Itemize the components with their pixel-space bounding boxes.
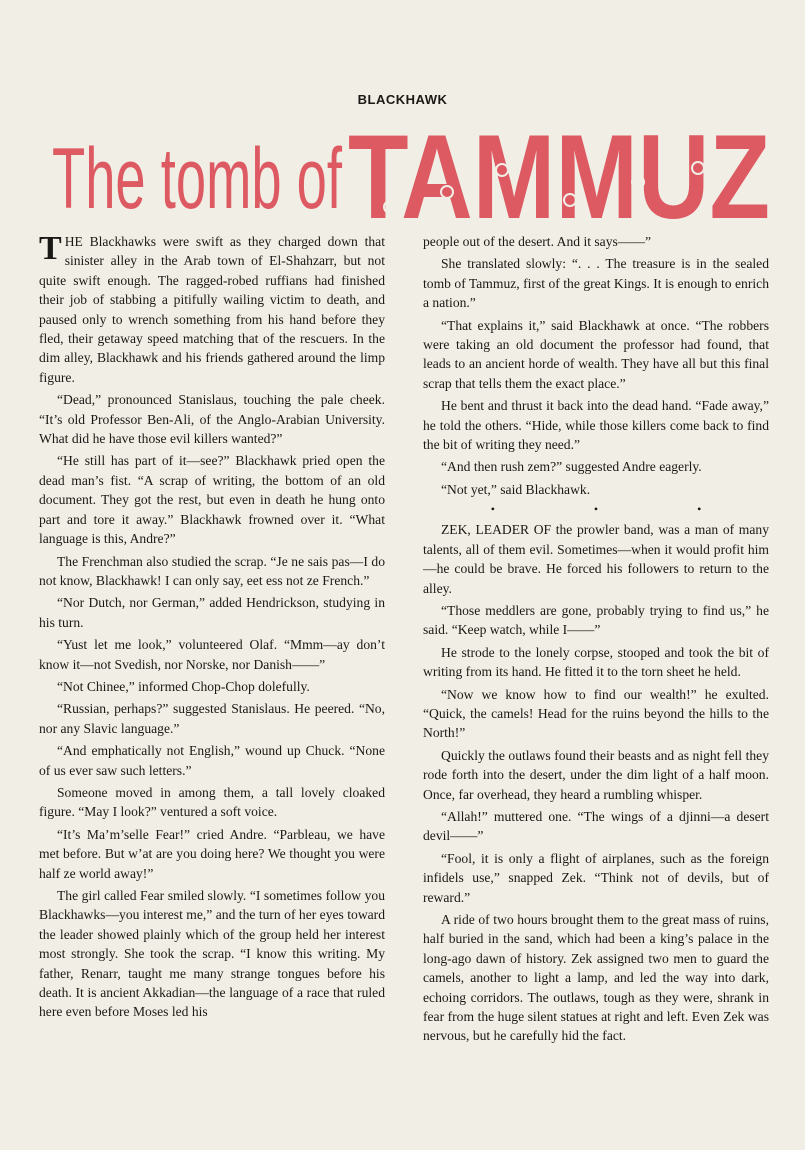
- series-kicker: BLACKHAWK: [357, 92, 448, 107]
- paragraph: “And emphatically not English,” wound up Chuck. “None of us ever saw such letters.”: [39, 743, 385, 778]
- paragraph: “He still has part of it—see?” Blackhawk pried open the dead man’s fist. “A scrap of writing, the bottom of an old document. They got the rest, but even in death he hung onto part and tore it away.” Blackhawk frowned over it. “What language is this, Andre?”: [39, 453, 385, 547]
- paragraph: “It’s Ma’m’selle Fear!” cried Andre. “Parbleau, we have met before. But w’at are you doing here? We thought you were half ze world away!”: [39, 826, 385, 881]
- paragraph: THE Blackhawks were swift as they charged down that sinister alley in the Arab town of El-Shahzarr, but not quite swift enough. The ragged-robed ruffians had finished their job of stabbing a pitifully wailing victim to death, and paused only to wrench something from his hand before they fled, their getaway speed matching that of the rescuers. In the dim alley, Blackhawk and his friends gathered around the limp figure.: [39, 230, 385, 385]
- paragraph: “Now we know how to find our wealth!” he exulted. “Quick, the camels! Head for the ruins beyond the hills to the North!”: [423, 686, 769, 741]
- paragraph: “And then rush zem?” suggested Andre eagerly.: [441, 459, 702, 475]
- paragraph: She translated slowly: “. . . The treasure is in the sealed tomb of Tammuz, first of the great Kings. It is enough to enrich a nation.”: [423, 256, 769, 311]
- column-right: [423, 232, 769, 1049]
- paragraph: The girl called Fear smiled slowly. “I sometimes follow you Blackhawks—you interest me,” and the turn of her eyes toward the leader showed plainly which of the group held her interest most strongly. She took the scrap. “I know this writing. My father, Renarr, taught me many strange tongues before his death. It is ancient Akkadian—the language of a race that ruled here even before Moses led his: [39, 888, 385, 1020]
- paragraph: “Allah!” muttered one. “The wings of a djinni—a desert devil——”: [423, 808, 769, 844]
- paragraph: “Not Chinee,” informed Chop-Chop dolefully.: [57, 678, 310, 694]
- drop-cap: T: [39, 230, 62, 267]
- paragraph: He bent and thrust it back into the dead hand. “Fade away,” he told the others. “Hide, while those killers come back to find the bit of writing they need.”: [423, 398, 769, 453]
- title-block-part: TAMMUZ: [348, 112, 770, 230]
- column-left: [39, 232, 385, 1025]
- section-separator: • • •: [490, 502, 750, 517]
- paragraph: ZEK, LEADER OF the prowler band, was a man of many talents, all of them evil. Sometimes—when it would profit him—he could be brave. He forced his followers to return to the alley.: [423, 522, 769, 596]
- paragraph: “Dead,” pronounced Stanislaus, touching the pale cheek. “It’s old Professor Ben-Ali, of the Anglo-Arabian University. What did he have those evil killers wanted?”: [39, 392, 385, 447]
- paragraph: “Russian, perhaps?” suggested Stanislaus. He peered. “No, nor any Slavic language.”: [39, 701, 385, 736]
- title-script-part: The tomb of: [52, 131, 343, 227]
- paragraph: The Frenchman also studied the scrap. “Je ne sais pas—I do not know, Blackhawk! I can only say, eet ess not ze French.”: [39, 553, 385, 588]
- paragraph: people out of the desert. And it says——”: [423, 234, 652, 249]
- paragraph: “That explains it,” said Blackhawk at once. “The robbers were taking an old document the professor had found, that leads to an ancient horde of wealth. They have all but this final scrap that tells them the exact place.”: [423, 317, 769, 391]
- paragraph: Quickly the outlaws found their beasts and as night fell they rode forth into the desert, under the dim light of a half moon. Once, far overhead, they heard a rumbling whisper.: [423, 747, 769, 802]
- paragraph: “Yust let me look,” volunteered Olaf. “Mmm—ay don’t know it—not Svedish, nor Norske, nor Danish——”: [39, 637, 385, 672]
- paragraph: He strode to the lonely corpse, stooped and took the bit of writing from its hand. He fitted it to the torn sheet he held.: [423, 644, 769, 680]
- paragraph: A ride of two hours brought them to the great mass of ruins, half buried in the sand, which had been a king’s palace in the long-ago dawn of history. Zek assigned two men to guard the camels, another to light a lamp, and led the way into dark, echoing corridors. The outlaws, tough as they were, shrank in fear from the huge silent statues at right and left. Even Zek was nervous, but he carefully hid the fact.: [423, 912, 769, 1044]
- paragraph: “Fool, it is only a flight of airplanes, such as the foreign infidels use,” snapped Zek. “Think not of devils, but of reward.”: [423, 850, 769, 905]
- paragraph: “Not yet,” said Blackhawk.: [441, 481, 591, 497]
- story-title: [50, 112, 775, 230]
- paragraph: “Nor Dutch, nor German,” added Hendrickson, studying in his turn.: [39, 595, 385, 630]
- paragraph: Someone moved in among them, a tall lovely cloaked figure. “May I look?” ventured a soft voice.: [39, 784, 385, 820]
- paragraph: “Those meddlers are gone, probably trying to find us,” he said. “Keep watch, while I——”: [423, 602, 769, 638]
